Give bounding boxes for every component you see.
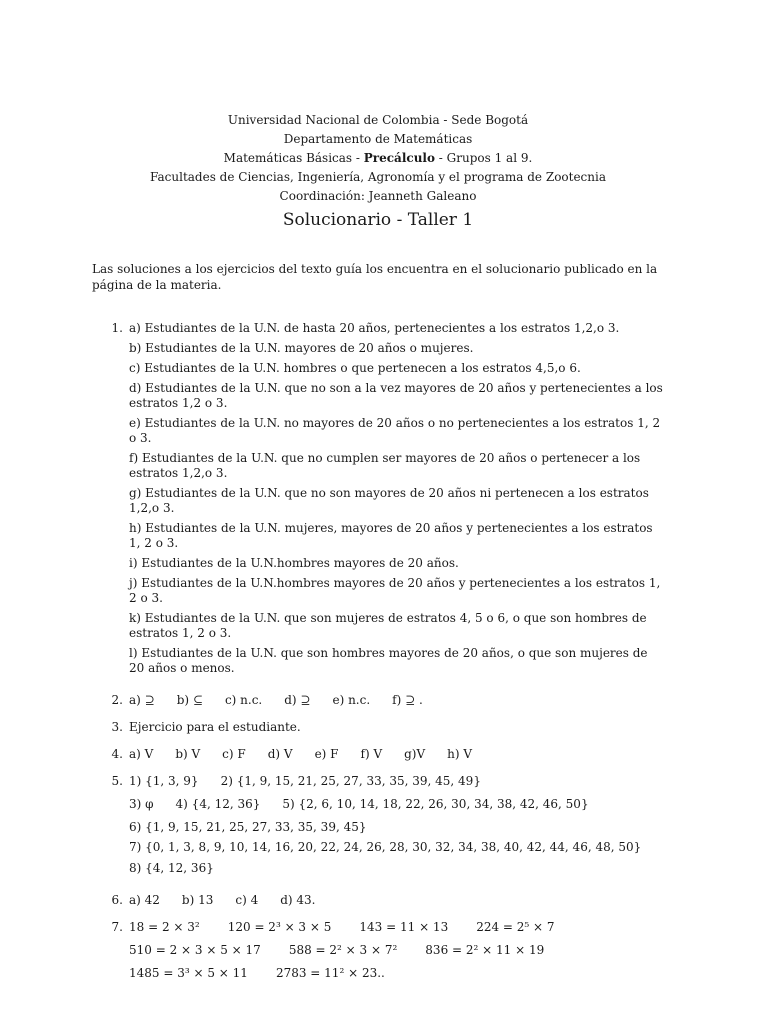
answer-6d: d) 43. xyxy=(280,893,316,907)
answer-4f: f) V xyxy=(360,747,383,761)
exercise-number: 5. xyxy=(111,774,123,788)
answer-1a: a) Estudiantes de la U.N. de hasta 20 años, pertenecientes a los estratos 1,2,o 3. xyxy=(129,321,620,335)
document-title: Solucionario - Taller 1 xyxy=(282,210,474,230)
answer-1h: h) Estudiantes de la U.N. mujeres, mayores de 20 años y pertenecientes a los estratos 1, 2 o 3. xyxy=(129,521,653,550)
answer-5-7: 7) {0, 1, 3, 8, 9, 10, 14, 16, 20, 22, 24, 26, 28, 30, 32, 34, 38, 40, 42, 44, 46, 48, 50} xyxy=(129,840,642,854)
answer-5-2: 2) {1, 9, 15, 21, 25, 27, 33, 35, 39, 45, 49} xyxy=(220,774,481,788)
answer-2e: e) n.c. xyxy=(332,693,371,707)
answer-4c: c) F xyxy=(222,747,246,761)
answer-1k: k) Estudiantes de la U.N. que son mujeres de estratos 4, 5 o 6, o que son hombres de estratos 1, 2 o 3. xyxy=(129,611,647,640)
factorization-2783: 2783 = 11² × 23.. xyxy=(275,966,385,980)
course-line xyxy=(92,149,664,168)
exercise-4-body xyxy=(123,747,664,762)
exercise-number: 3. xyxy=(111,720,123,734)
exercise-4 xyxy=(92,747,664,762)
answer-2a: a) ⊇ xyxy=(129,693,155,707)
factorization-1485: 1485 = 3³ × 5 × 11 xyxy=(129,966,248,980)
answer-1l: l) Estudiantes de la U.N. que son hombres mayores de 20 años, o que son mujeres de 20 años o menos. xyxy=(129,646,648,675)
exercise-list xyxy=(92,321,664,986)
department-name: Departamento de Matemáticas xyxy=(283,132,473,146)
answer-1f: f) Estudiantes de la U.N. que no cumplen ser mayores de 20 años o pertenecer a los estratos 1,2,o 3. xyxy=(129,451,641,480)
factorization-143: 143 = 11 × 13 xyxy=(359,920,449,934)
exercise-7-row-1 xyxy=(129,920,664,935)
answer-4b: b) V xyxy=(175,747,201,761)
factorization-224: 224 = 2⁵ × 7 xyxy=(476,920,555,934)
exercise-number: 6. xyxy=(111,893,123,907)
exercise-1-body xyxy=(123,321,664,681)
answer-1j: j) Estudiantes de la U.N.hombres mayores de 20 años y pertenecientes a los estratos 1, 2 o 3. xyxy=(129,576,661,605)
course-groups: - Grupos 1 al 9. xyxy=(434,151,533,165)
university-name: Universidad Nacional de Colombia - Sede Bogotá xyxy=(227,113,529,127)
answer-5-5: 5) {2, 6, 10, 14, 18, 22, 26, 30, 34, 38, 42, 46, 50} xyxy=(282,797,589,811)
answer-2b: b) ⊆ xyxy=(176,693,203,707)
answer-6b: b) 13 xyxy=(181,893,214,907)
exercise-7 xyxy=(92,920,664,986)
exercise-3 xyxy=(92,720,664,735)
factorization-18: 18 = 2 × 3² xyxy=(129,920,200,934)
factorization-120: 120 = 2³ × 3 × 5 xyxy=(227,920,332,934)
document-page xyxy=(92,111,664,986)
exercise-2 xyxy=(92,693,664,708)
answer-5-1: 1) {1, 3, 9} xyxy=(129,774,199,788)
exercise-7-row-3 xyxy=(129,966,664,981)
intro-paragraph: Las soluciones a los ejercicios del texto guía los encuentra en el solucionario publicado en la página de la materia. xyxy=(92,262,658,292)
document-header xyxy=(92,111,664,232)
answer-1i: i) Estudiantes de la U.N.hombres mayores de 20 años. xyxy=(129,556,459,570)
exercise-5-row-2 xyxy=(129,797,664,812)
answer-1d: d) Estudiantes de la U.N. que no son a la vez mayores de 20 años y pertenecientes a los estratos 1,2 o 3. xyxy=(129,381,663,410)
answer-1b: b) Estudiantes de la U.N. mayores de 20 años o mujeres. xyxy=(129,341,474,355)
exercise-number: 4. xyxy=(111,747,123,761)
answer-4a: a) V xyxy=(129,747,154,761)
coordination-line: Coordinación: Jeanneth Galeano xyxy=(279,189,477,203)
answer-4e: e) F xyxy=(314,747,339,761)
course-name: Precálculo xyxy=(363,151,435,165)
answer-4d: d) V xyxy=(267,747,293,761)
exercise-number: 7. xyxy=(111,920,123,934)
exercise-number: 1. xyxy=(111,321,123,335)
answer-1e: e) Estudiantes de la U.N. no mayores de 20 años o no pertenecientes a los estratos 1, 2 o 3. xyxy=(129,416,661,445)
exercise-1 xyxy=(92,321,664,681)
answer-2d: d) ⊇ xyxy=(284,693,311,707)
answer-5-4: 4) {4, 12, 36} xyxy=(175,797,261,811)
answer-6c: c) 4 xyxy=(235,893,259,907)
answer-4g: g)V xyxy=(404,747,426,761)
answer-1c: c) Estudiantes de la U.N. hombres o que pertenecen a los estratos 4,5,o 6. xyxy=(129,361,581,375)
faculties-line: Facultades de Ciencias, Ingeniería, Agronomía y el programa de Zootecnia xyxy=(149,170,607,184)
exercise-5-body xyxy=(123,774,664,881)
factorization-588: 588 = 2² × 3 × 7² xyxy=(288,943,398,957)
factorization-510: 510 = 2 × 3 × 5 × 17 xyxy=(129,943,261,957)
answer-1g: g) Estudiantes de la U.N. que no son mayores de 20 años ni pertenecen a los estratos 1,2,o 3. xyxy=(129,486,649,515)
answer-2c: c) n.c. xyxy=(224,693,263,707)
exercise-5 xyxy=(92,774,664,881)
exercise-6-body xyxy=(123,893,664,908)
exercise-6 xyxy=(92,893,664,908)
answer-5-3: 3) φ xyxy=(129,797,154,811)
exercise-5-row-1 xyxy=(129,774,664,789)
exercise-3-text: Ejercicio para el estudiante. xyxy=(129,720,301,734)
answer-5-8: 8) {4, 12, 36} xyxy=(129,861,214,875)
exercise-7-row-2 xyxy=(129,943,664,958)
answer-5-6: 6) {1, 9, 15, 21, 25, 27, 33, 35, 39, 45} xyxy=(129,820,367,834)
answer-4h: h) V xyxy=(447,747,473,761)
answer-2f: f) ⊇ . xyxy=(392,693,423,707)
exercise-2-body xyxy=(123,693,664,708)
exercise-7-body xyxy=(123,920,664,986)
answer-6a: a) 42 xyxy=(129,893,160,907)
exercise-number: 2. xyxy=(111,693,123,707)
course-prefix: Matemáticas Básicas - xyxy=(223,151,364,165)
factorization-836: 836 = 2² × 11 × 19 xyxy=(425,943,545,957)
